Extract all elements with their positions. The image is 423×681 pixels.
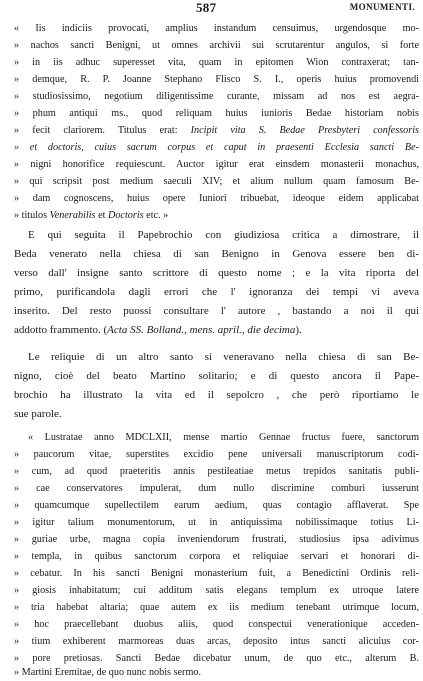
quote1-line: » qui scripsit post medium saeculi XIV; et alium nullum quam famosum Be-	[14, 176, 419, 187]
para2-line: brochio ha illustrato la vita ed il sepolcro , che però riportiamo le	[14, 389, 419, 401]
para1-line: Beda venerato nella chiesa di san Benigno in Genova essere ben di-	[14, 248, 419, 260]
quote2-line: » Martini Eremitae, de quo nunc nobis sermo.	[14, 667, 202, 678]
quote2-line: » pore pretiosas. Sancti Bedae dicebatur unum, de quo etc., alterum B.	[14, 653, 419, 664]
quote1-line: » studiosissimo, negotium diligentissime curante, missam ad nos est aegra-	[14, 91, 419, 102]
quote1-etc: etc. »	[143, 210, 169, 221]
para2-line: nigno, cioè del beato Martino solitario; e di questo ancora il Pape-	[14, 370, 419, 382]
para1-line: inserito. Del resto puossi consultare l' autore , bastando a noi il qui	[14, 305, 419, 317]
para1-line: primo, purificandola dagli errori che l' ignoranza dei tempi vi aveva	[14, 286, 419, 298]
quote1-title-italic: Incipit vita S. Bedae Presbyteri confessoris	[190, 125, 419, 136]
quote1-line: » demque, R. P. Joanne Stephano Flisco S. I., operis huius promovendi	[14, 74, 419, 85]
para2-line: sue parole.	[14, 408, 62, 420]
citation-day: die decima	[244, 324, 296, 336]
quote1-line: » in iis adhuc superesset vita, quam in epitomen Wion contraxerat; tan-	[14, 57, 419, 68]
para2-line: Le reliquie di un altro santo si veneravano nella chiesa di san Be-	[28, 351, 419, 363]
quote1-line: « Iis indiciis provocati, amplius instandum censuimus, urgendosque mo-	[14, 23, 419, 34]
quote1-line	[14, 209, 419, 223]
quote2-line: » cum, ad quod praeteritis annis pestileatiae metus trepidos sanitatis publi-	[14, 466, 419, 477]
quote2-line: » cebatur. In his sancti Benigni monasterium fuit, a Benedictini Ordinis reli-	[14, 568, 419, 579]
para1-line: E qui seguita il Papebrochio con giudiziosa critica a dimostrare, il	[28, 229, 419, 241]
quote2-line: » tria habebat altaria; quae autem ex iis medium tenebant utrimque locum,	[14, 602, 419, 613]
quote1-line: » et doctoris, cuius sacrum corpus et caput in praesenti Ecclesia sancti Be-	[14, 142, 419, 153]
quote2-line: » guriae urbe, magna copia inveniendorum frustrati, studiosius ipsa adivimus	[14, 534, 419, 545]
quote2-line: » quamcumque supellectilem earum aedium, quas contagio afflaverat. Spe	[14, 500, 419, 511]
quote2-line: » igitur talium monumentorum, ut in antiquissima nobilissimaque totius Li-	[14, 517, 419, 528]
quote2-line: » paucorum vitae, superstites excidio pene universali manuscriptorum codi-	[14, 449, 419, 460]
quote2-line: » templa, in quibus sanctorum corpora et reliquiae servari et honorari di-	[14, 551, 419, 562]
quote2-line: « Lustratae anno MDCLXII, mense martio Gennae fructus fuere, sanctorum	[28, 432, 419, 443]
quote1-line-text: » fecit clariorem. Titulus erat:	[14, 125, 191, 136]
quote1-and: et	[95, 210, 108, 221]
quote1-title-venerabilis: Venerabilis	[49, 210, 96, 221]
citation-month: , mens. april.,	[184, 324, 245, 336]
quote1-line: » dam cognoscens, huius opere Iuniori tribuebat, ideoque eidem applicabat	[14, 193, 419, 204]
quote1-title-doctoris: Doctoris	[107, 210, 144, 221]
page-header	[0, 0, 423, 14]
citation-close: ).	[295, 324, 302, 336]
quote1-line: » phum antiqui ms., quod reliquam huius iunioris Bedae historiam nobis	[14, 108, 419, 119]
quote2-line: » hoc praecellebant duobus aliis, quod conspectui venerationique acceden-	[14, 619, 419, 630]
running-head: MONUMENTI.	[349, 2, 415, 12]
citation-acta: Acta SS. Bolland.	[107, 324, 185, 336]
para1-line	[14, 323, 419, 337]
quote2-line: » tium exhiberent marmoreas duas arcas, deposito intus sancti alicuius cor-	[14, 636, 419, 647]
quote2-line: » cae conservatores impulerat, dum nullo discrimine comburi iusserunt	[14, 483, 419, 494]
para1-line-text: addotto frammento. (	[14, 324, 108, 336]
page-number: 587	[196, 0, 217, 15]
para1-line: verso dall' insigne santo scrittore di questo nome ; e la vita riporta del	[14, 267, 419, 279]
quote1-line-text: » titulos	[14, 210, 50, 221]
quote1-line	[14, 124, 419, 138]
quote2-line: » giosis inhabitatum; cui additum satis elegans templum ex utroque latere	[14, 585, 419, 596]
quote1-line: » nachos sancti Benigni, ut omnes archivii sui scrutarentur angulos, si forte	[14, 40, 419, 51]
quote1-line: » nigni honorifice requiescunt. Auctor igitur erat einsdem monasterii monachus,	[14, 159, 419, 170]
